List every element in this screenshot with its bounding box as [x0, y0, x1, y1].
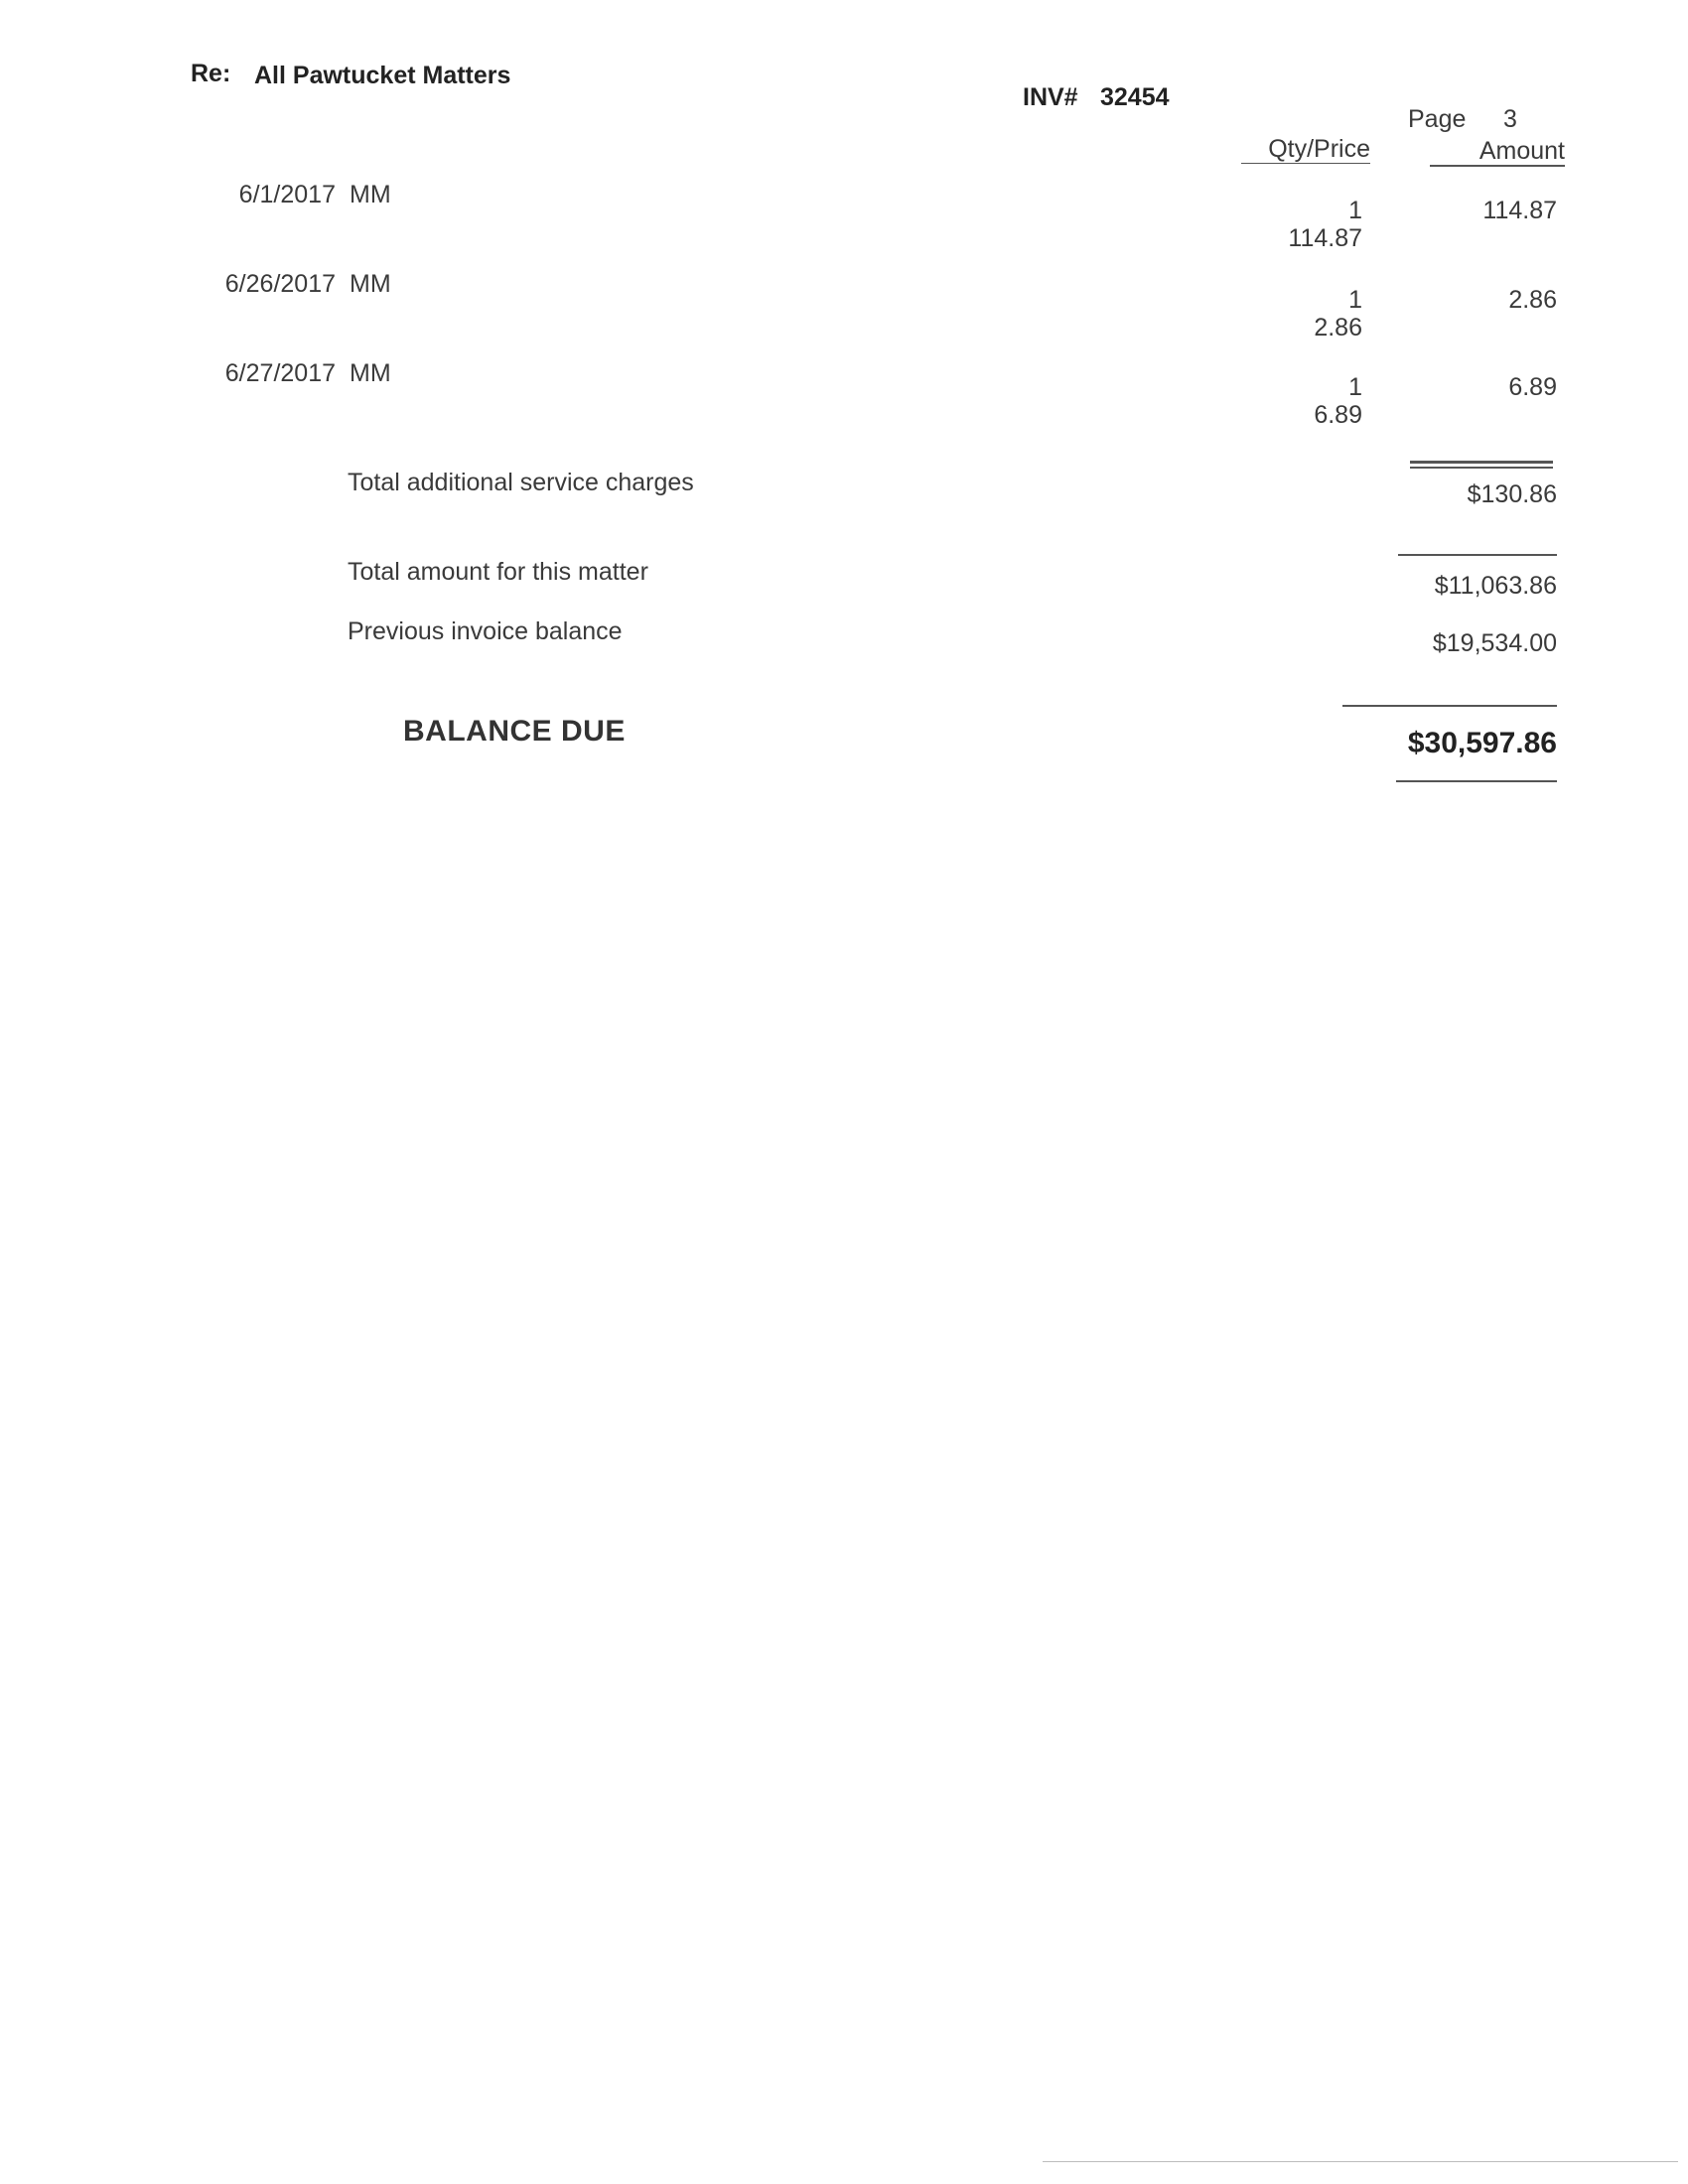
amount-underline [1430, 165, 1565, 167]
subtotal-rule-top [1410, 461, 1553, 464]
entry-amount: 2.86 [1508, 286, 1557, 314]
qty-price-underline [1241, 163, 1370, 164]
entry-price: 2.86 [1314, 314, 1362, 341]
matter-total-label: Total amount for this matter [348, 558, 648, 586]
entry-qty: 1 [1348, 286, 1362, 314]
matter-rule [1398, 554, 1557, 556]
qty-price-header: Qty/Price [1268, 135, 1370, 163]
entry-date: 6/1/2017 [238, 181, 336, 208]
entry-price: 114.87 [1288, 224, 1362, 252]
entry-qty: 1 [1348, 197, 1362, 224]
entry-qty: 1 [1348, 373, 1362, 401]
matter-total-value: $11,063.86 [1434, 572, 1557, 600]
balance-rule-top [1342, 705, 1557, 707]
additional-charges-value: $130.86 [1467, 480, 1557, 508]
entry-amount: 114.87 [1482, 197, 1557, 224]
entry-date: 6/26/2017 [224, 270, 336, 298]
previous-balance-label: Previous invoice balance [348, 617, 623, 645]
previous-balance-value: $19,534.00 [1432, 629, 1557, 657]
entry-initials: MM [350, 270, 391, 298]
entry-date: 6/27/2017 [224, 359, 336, 387]
balance-rule-bottom [1396, 780, 1557, 782]
subtotal-rule-bottom [1410, 467, 1553, 469]
additional-charges-label: Total additional service charges [348, 469, 694, 496]
page-number: 3 [1503, 105, 1517, 133]
re-label: Re: [191, 60, 231, 87]
balance-due-value: $30,597.86 [1407, 727, 1557, 759]
entry-price: 6.89 [1314, 401, 1362, 429]
entry-amount: 6.89 [1508, 373, 1557, 401]
amount-header: Amount [1478, 137, 1565, 165]
invoice-label: INV# [1023, 83, 1078, 111]
invoice-number: 32454 [1100, 83, 1170, 111]
entry-initials: MM [350, 181, 391, 208]
entry-initials: MM [350, 359, 391, 387]
scan-edge-line [1043, 2161, 1678, 2162]
matter-title: All Pawtucket Matters [254, 62, 511, 89]
page-label: Page [1408, 105, 1467, 133]
balance-due-label: BALANCE DUE [403, 715, 626, 748]
